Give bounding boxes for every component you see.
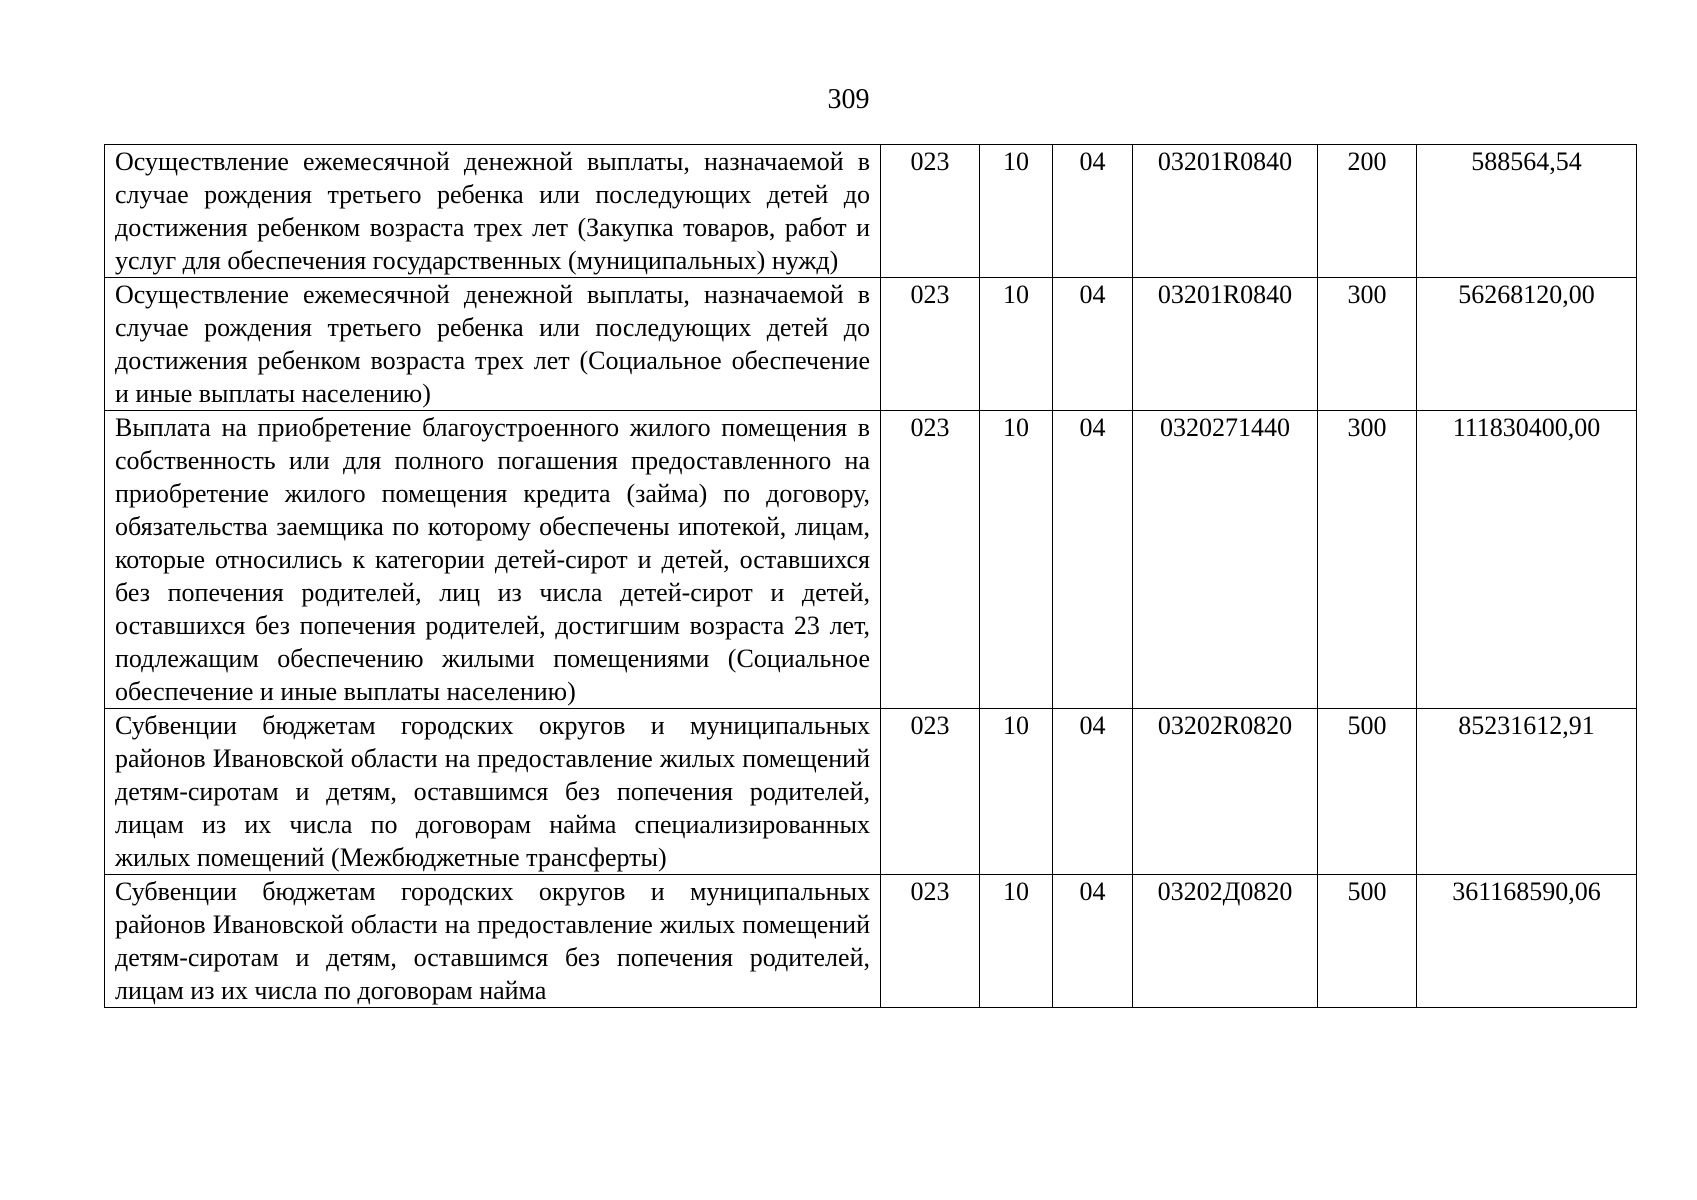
target-article-code: 0320271440 [1133, 411, 1318, 709]
subsection-code: 04 [1053, 145, 1133, 278]
ministry-code: 023 [881, 278, 980, 411]
section-code: 10 [980, 278, 1053, 411]
amount-value: 111830400,00 [1417, 411, 1637, 709]
budget-table [104, 144, 1637, 1008]
section-code: 10 [980, 709, 1053, 875]
row-description: Осуществление ежемесячной денежной выплаты, назначаемой в случае рождения третьего ребенка или последующих детей до достижения ребенком возраста трех лет (Закупка товаров, работ и услуг для обеспечения государственных (муниципальных) нужд) [105, 145, 881, 278]
expense-type-code: 300 [1318, 278, 1417, 411]
row-description: Осуществление ежемесячной денежной выплаты, назначаемой в случае рождения третьего ребенка или последующих детей до достижения ребенком возраста трех лет (Социальное обеспечение и иные выплаты населению) [105, 278, 881, 411]
section-code: 10 [980, 145, 1053, 278]
table-row [105, 411, 1637, 709]
subsection-code: 04 [1053, 278, 1133, 411]
expense-type-code: 500 [1318, 875, 1417, 1008]
target-article-code: 03201R0840 [1133, 145, 1318, 278]
expense-type-code: 500 [1318, 709, 1417, 875]
amount-value: 588564,54 [1417, 145, 1637, 278]
table-row [105, 875, 1637, 1008]
subsection-code: 04 [1053, 411, 1133, 709]
expense-type-code: 300 [1318, 411, 1417, 709]
section-code: 10 [980, 411, 1053, 709]
target-article-code: 03202Д0820 [1133, 875, 1318, 1008]
row-description: Выплата на приобретение благоустроенного жилого помещения в собственность или для полного погашения предоставленного на приобретение жилого помещения кредита (займа) по договору, обязательства заемщика по которому обеспечены ипотекой, лицам, которые относились к категории детей-сирот и детей, оставшихся без попечения родителей, лиц из числа детей-сирот и детей, оставшихся без попечения родителей, достигшим возраста 23 лет, подлежащим обеспечению жилыми помещениями (Социальное обеспечение и иные выплаты населению) [105, 411, 881, 709]
row-description: Субвенции бюджетам городских округов и муниципальных районов Ивановской области на предоставление жилых помещений детям-сиротам и детям, оставшимся без попечения родителей, лицам из их числа по договорам найма специализированных жилых помещений (Межбюджетные трансферты) [105, 709, 881, 875]
amount-value: 361168590,06 [1417, 875, 1637, 1008]
ministry-code: 023 [881, 145, 980, 278]
table-row [105, 145, 1637, 278]
subsection-code: 04 [1053, 709, 1133, 875]
ministry-code: 023 [881, 709, 980, 875]
row-description: Субвенции бюджетам городских округов и муниципальных районов Ивановской области на предоставление жилых помещений детям-сиротам и детям, оставшимся без попечения родителей, лицам из их числа по договорам найма [105, 875, 881, 1008]
amount-value: 56268120,00 [1417, 278, 1637, 411]
page-number: 309 [827, 84, 870, 115]
subsection-code: 04 [1053, 875, 1133, 1008]
section-code: 10 [980, 875, 1053, 1008]
ministry-code: 023 [881, 875, 980, 1008]
amount-value: 85231612,91 [1417, 709, 1637, 875]
table-row [105, 709, 1637, 875]
target-article-code: 03201R0840 [1133, 278, 1318, 411]
target-article-code: 03202R0820 [1133, 709, 1318, 875]
table-row [105, 278, 1637, 411]
ministry-code: 023 [881, 411, 980, 709]
expense-type-code: 200 [1318, 145, 1417, 278]
